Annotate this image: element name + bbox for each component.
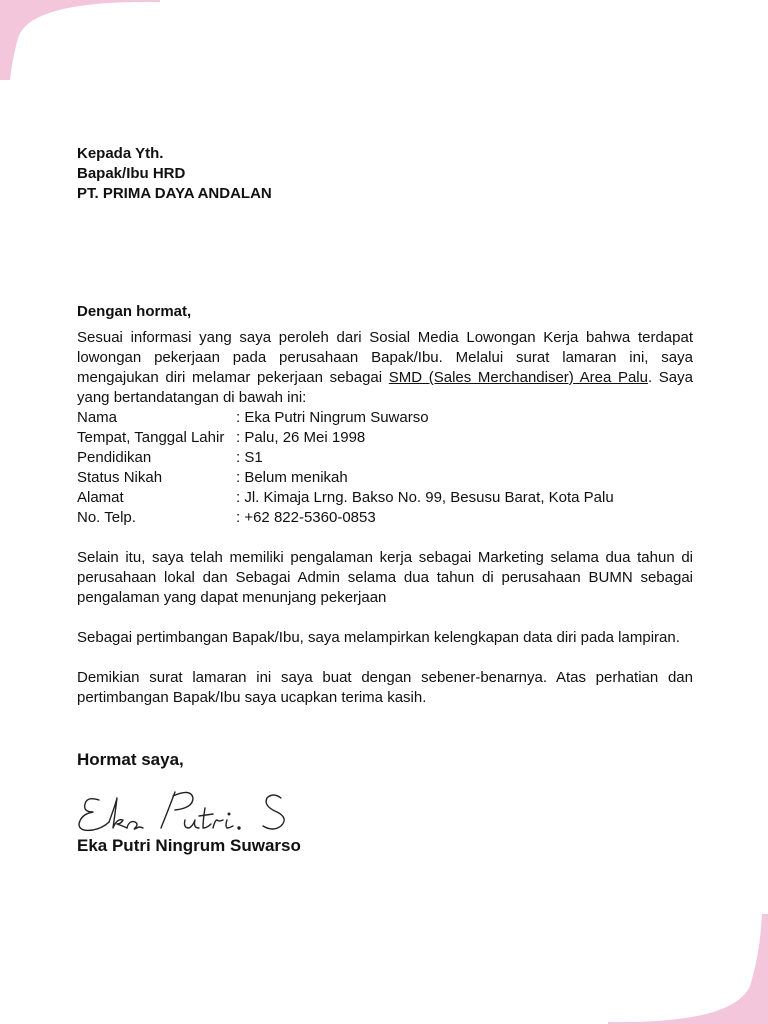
intro-text: Sesuai informasi yang saya peroleh dari Sosial Media Lowongan Kerja bahwa terdapat lowongan pekerjaan pada perusahaan Bapak/Ibu. Melalui surat lamaran ini, saya mengajukan diri melamar pekerjaan sebagai — [77, 329, 693, 386]
detail-label: Tempat, Tanggal Lahir — [77, 429, 225, 446]
detail-label: Alamat — [77, 489, 124, 506]
position-applied: SMD (Sales Merchandiser) Area Palu — [388, 369, 648, 386]
intro-text-end: . Saya yang bertandatangan di bawah ini: — [77, 369, 693, 406]
applicant-details — [77, 408, 614, 528]
detail-value: : Palu, 26 Mei 1998 — [236, 429, 366, 446]
attachment-paragraph: Sebagai pertimbangan Bapak/Ibu, saya melampirkan kelengkapan data diri pada lampiran. — [77, 629, 680, 646]
detail-row — [77, 488, 614, 508]
greeting: Dengan hormat, — [77, 303, 192, 320]
recipient-line: Bapak/Ibu HRD — [77, 165, 186, 182]
detail-label: Status Nikah — [77, 469, 163, 486]
detail-value: : Jl. Kimaja Lrng. Bakso No. 99, Besusu Barat, Kota Palu — [236, 489, 614, 506]
closing-salutation: Hormat saya, — [77, 750, 184, 769]
detail-row — [77, 508, 614, 528]
detail-label: No. Telp. — [77, 509, 136, 526]
intro-paragraph — [77, 328, 693, 408]
corner-decoration-top-left — [0, 0, 160, 80]
conclusion-paragraph: Demikian surat lamaran ini saya buat dengan sebener-benarnya. Atas perhatian dan pertimbangan Bapak/Ibu saya ucapkan terima kasih. — [77, 669, 693, 706]
detail-row — [77, 468, 614, 488]
detail-value: : +62 822-5360-0853 — [236, 509, 376, 526]
signature-drawing — [77, 784, 317, 836]
detail-row — [77, 428, 614, 448]
detail-row — [77, 408, 614, 428]
handwritten-signature — [77, 784, 693, 836]
detail-value: : S1 — [236, 449, 263, 466]
corner-decoration-bottom-right — [608, 914, 768, 1024]
detail-label: Pendidikan — [77, 449, 152, 466]
detail-row — [77, 448, 614, 468]
recipient-line: Kepada Yth. — [77, 145, 164, 162]
letter-body — [77, 144, 693, 856]
detail-label: Nama — [77, 409, 118, 426]
signer-name: Eka Putri Ningrum Suwarso — [77, 836, 301, 855]
experience-paragraph: Selain itu, saya telah memiliki pengalaman kerja sebagai Marketing selama dua tahun di perusahaan lokal dan Sebagai Admin selama dua tahun di perusahaan BUMN sebagai pengalaman yang dapat menunjang pekerjaan — [77, 549, 693, 606]
recipient-block — [77, 144, 693, 204]
recipient-company: PT. PRIMA DAYA ANDALAN — [77, 185, 272, 202]
detail-value: : Belum menikah — [236, 469, 348, 486]
detail-value: : Eka Putri Ningrum Suwarso — [236, 409, 429, 426]
